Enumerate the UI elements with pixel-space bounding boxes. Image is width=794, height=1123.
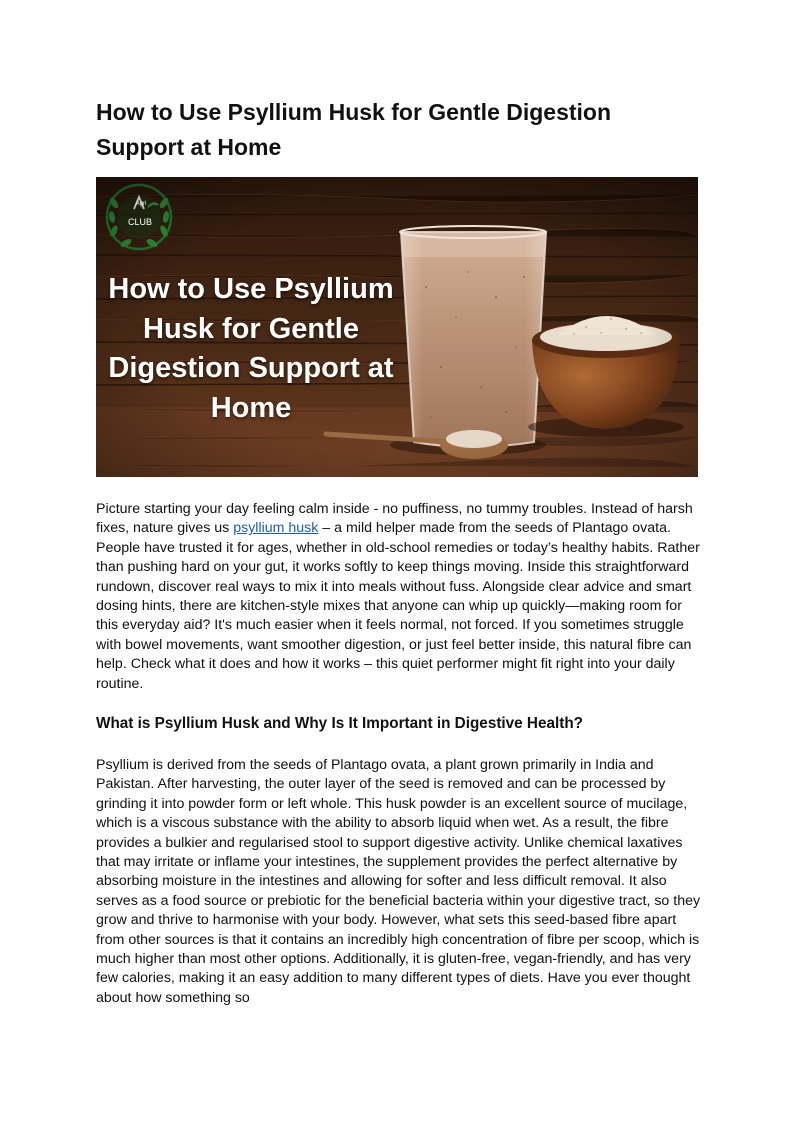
article-title: How to Use Psyllium Husk for Gentle Digestion Support at Home — [96, 99, 612, 160]
intro-paragraph — [96, 500, 704, 694]
section-paragraph: Psyllium is derived from the seeds of Plantago ovata, a plant grown primarily in India and Pakistan. After harvesting, the outer layer of the seed is removed and can be processed by grinding it into powder form or left whole. This husk powder is an excellent source of mucilage, which is a viscous substance with the ability to absorb liquid when wet. As a result, the fibre provides a bulkier and regularised stool to support digestive activity. Unlike chemical laxatives that may irritate or inflame your intestines, the supplement provides the perfect alternative by absorbing moisture in the intestines and allowing for softer and less difficult removal. It also serves as a food source or prebiotic for the beneficial bacteria within your digestive tract, so they grow and thrive to harmonise with your body. However, what sets this seed-based fibre apart from other sources is that it contains an incredibly high concentration of fibre per scoop, which is much higher than most other options. Additionally, it is gluten-free, vegan-friendly, and has very few calories, making it an easy addition to many different types of diets. Have you ever thought about how something so — [96, 757, 701, 1006]
intro-text-start: Picture starting your day feeling calm inside - no puffiness, no tummy troubles. Instead of harsh fixes, nature gives us — [96, 501, 693, 537]
logo-text-agri: Agri — [135, 201, 147, 207]
hero-image — [96, 177, 698, 477]
psyllium-husk-link[interactable]: psyllium husk — [233, 520, 319, 537]
section-heading: What is Psyllium Husk and Why Is It Important in Digestive Health? — [96, 715, 584, 732]
hero-overlay-title: How to Use Psyllium Husk for Gentle Digestion Support at Home — [108, 273, 394, 424]
intro-text-end: – a mild helper made from the seeds of Plantago ovata. People have trusted it for ages, whether in old-school remedies or today’s healthy habits. Rather than pushing hard on your gut, it works softly to keep things moving. Inside this straightforward rundown, discover real ways to mix it into meals without fuss. Alongside clear advice and smart dosing hints, there are kitchen-style mixes that anyone can whip up quickly—making room for this everyday aid? It's much easier when it feels normal, not forced. If you sometimes struggle with bowel movements, want smoother digestion, or just feel better inside, this natural fibre can help. Check what it does and how it works – this quiet performer might fit right into your daily routine. — [96, 520, 700, 692]
logo-text-club: CLUB — [127, 217, 152, 227]
